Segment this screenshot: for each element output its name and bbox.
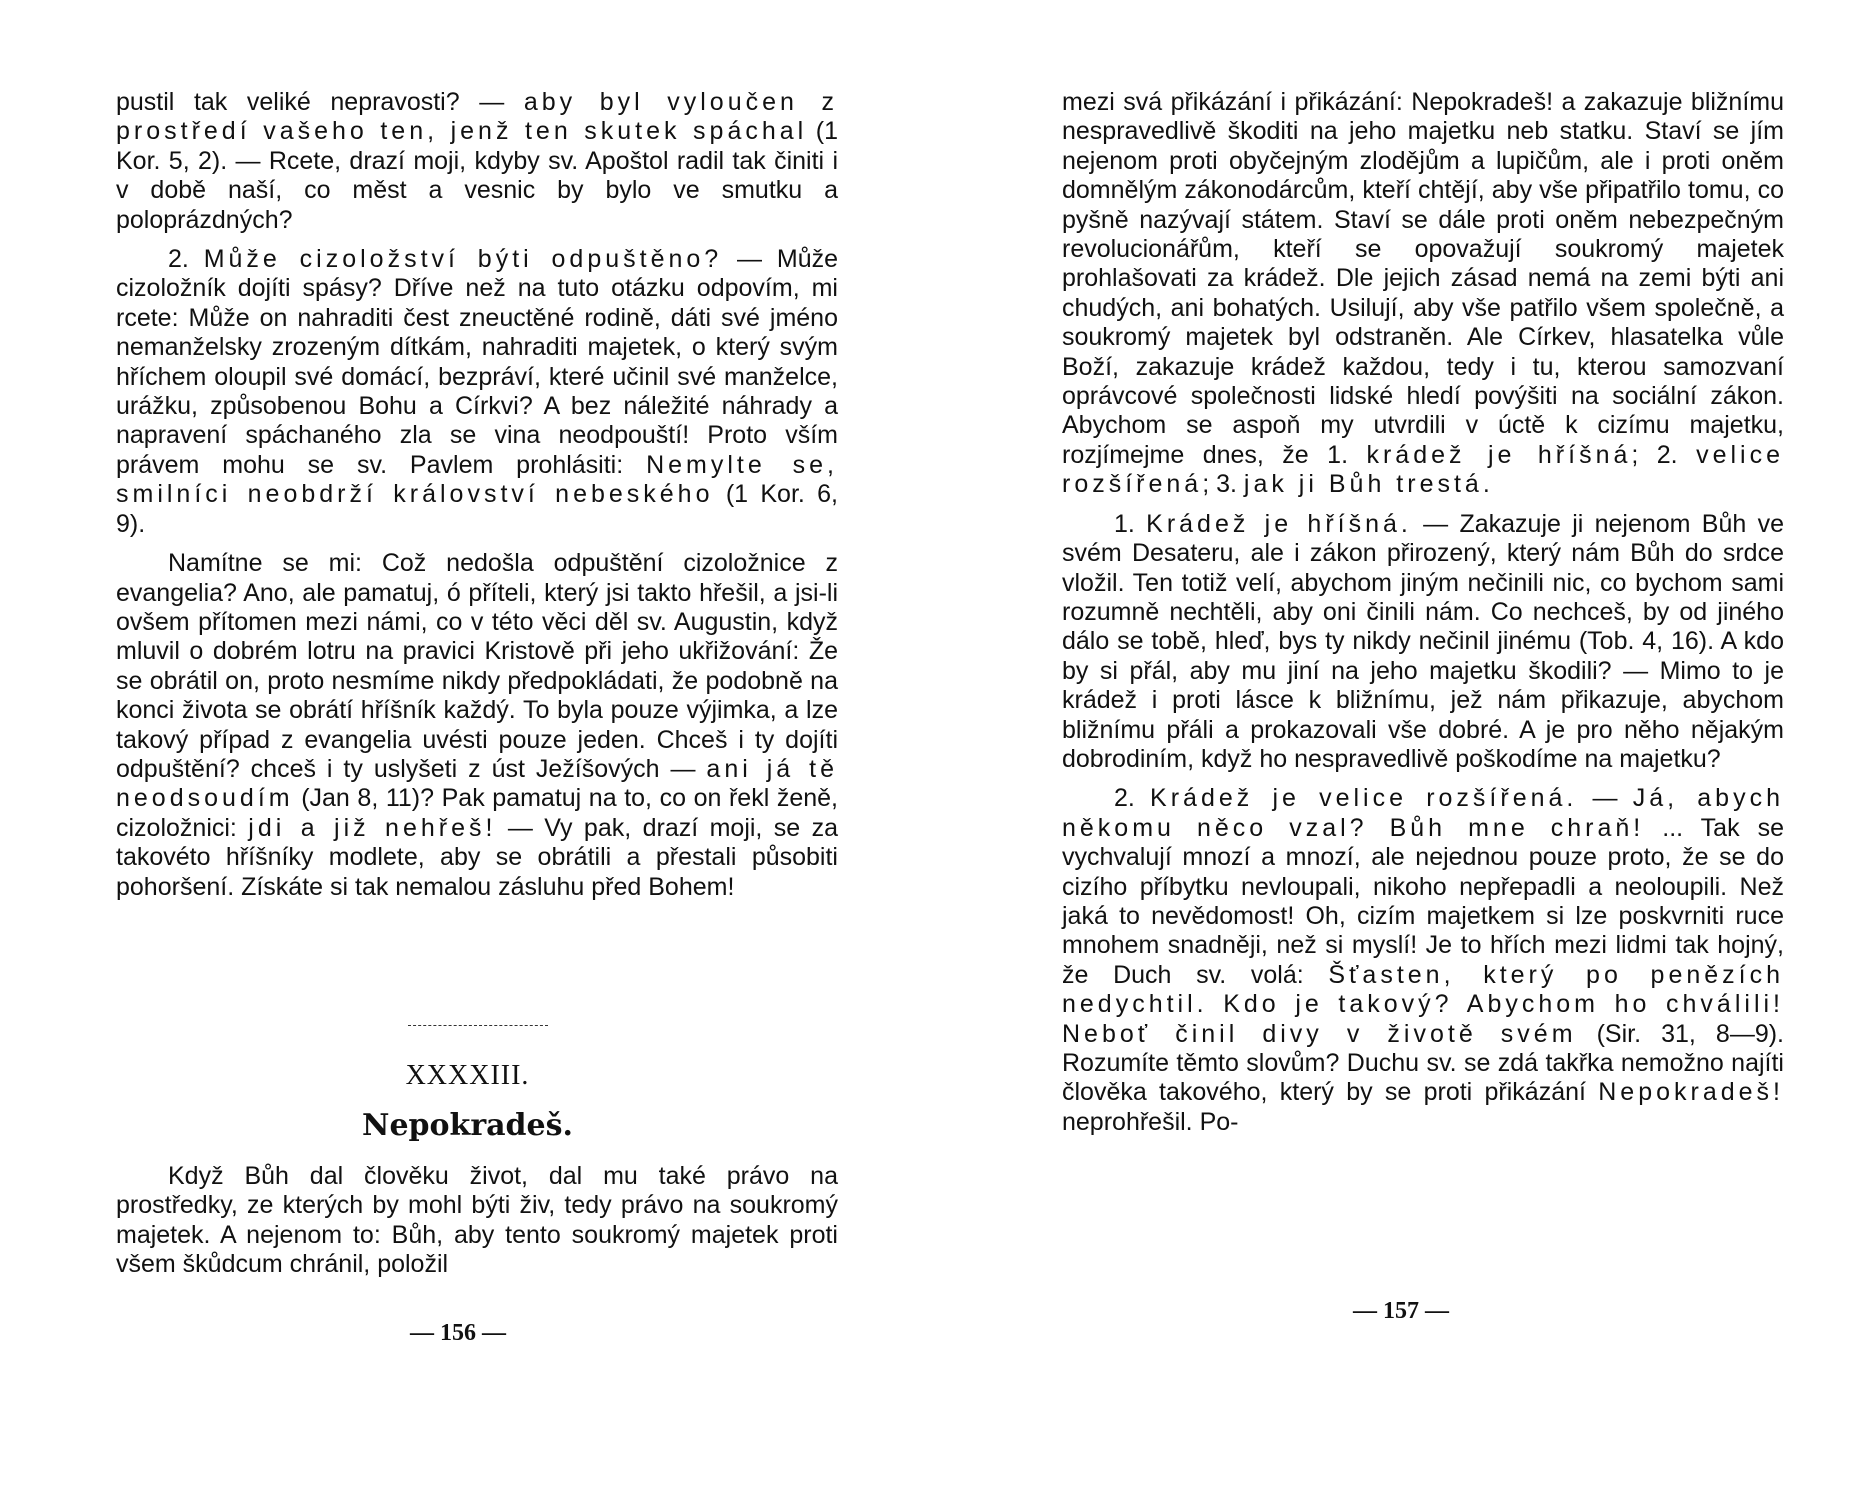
- emphasized-text: Krádež je hříšná.: [1146, 509, 1412, 538]
- chapter-body: [116, 1162, 838, 1280]
- paragraph-text: .: [1482, 470, 1490, 499]
- paragraph-text: neprohřešil. Po-: [1062, 1107, 1239, 1136]
- paragraph-text: ... Tak se vychvalují mnozí a mnozí, ale nejednou pouze proto, že se do cizího příbytku nevloupali, nikoho nepřepadli a neoloupili. Než jaká to nevědomost! Oh, cizím majetkem si lze poskvrniti ruce mnohem snadněji, než si myslí! Je to hřích mezi lidmi tak hojný, že Duch sv. volá:: [1062, 813, 1784, 989]
- page-number-right: — 157 —: [1353, 1298, 1449, 1324]
- paragraph-text: pustil tak veliké nepravosti? —: [116, 88, 524, 116]
- paragraph-text: (Jan 8, 11)? Pak pamatuj na to, co on řekl ženě, cizoložnici:: [116, 784, 838, 842]
- left-page-body: [116, 88, 838, 902]
- emphasized-text: jdi a již nehřeš!: [248, 813, 497, 842]
- paragraph-text: (Sir. 31, 8—9). Rozumíte těmto slovům? Duchu sv. se zdá takřka nemožno najíti člověka takového, který by se proti přikázání: [1062, 1019, 1784, 1107]
- right-page-body: [1062, 88, 1784, 1137]
- paragraph-text: mezi svá přikázání i přikázání: Nepokradeš! a zakazuje bližnímu nespravedlivě škoditi na jeho majetku neb statku. Staví se jím nejenom proti obyčejným zlodějům a lupičům, ale i proti oněm domnělým zákonodárcům, kteří chtějí, aby vše připatřilo tomu, co pyšně nazývají státem. Staví se dále proti oněm nebezpečným revolucionářům, kteří se opovažují soukromý majetek prohlašovati za krádež. Dle jejich zásad nemá na zemi býti ani chudých, ani bohatých. Usilují, aby vše patřilo všem společně, a soukromý majetek byl odstraněn. Ale Církev, hlasatelka vůle Boží, zakazuje krádež každou, tedy i tu, kterou samozvaní oprávcové společnosti lidské hledí povýšiti na sociální zákon. Abychom se aspoň my utvrdili v úctě k cizímu majetku, rozjímejme dnes, že 1.: [1062, 88, 1784, 469]
- emphasized-text: Nepokradeš!: [1598, 1078, 1784, 1107]
- right-page: [935, 0, 1870, 1500]
- emphasized-text: Krádež je velice rozšířená.: [1150, 784, 1578, 813]
- paragraph: [1062, 510, 1784, 775]
- paragraph-text: 2.: [1114, 784, 1151, 813]
- emphasized-text: velice rozšířená: [1062, 440, 1785, 499]
- paragraph-text: — Zakazuje ji nejenom Bůh ve svém Desateru, ale i zákon přirozený, který nám Bůh do srdce vložil. Ten totiž velí, abychom jiným nečinili nic, co bychom sami rozumně nechtěli, aby oni činili nám. Co nechceš, by od jiného dálo se tobě, hleď, bys ty nikdy nečinil jinému (Tob. 4, 16). A kdo by si přál, aby mu jiní na jeho majetku škodili? — Mimo to je krádež i proti lásce k bližnímu, jež nám přikazuje, abychom bližnímu přáli a prokazovali vše dobré. A je pro něho nějakým dobrodiním, když ho nespravedlivě poškodíme na majetku?: [1062, 509, 1784, 773]
- paragraph: [116, 88, 838, 235]
- emphasized-text: Šťasten, který po penězích nedychtil. Kdo je takový? Abychom ho chválili! Neboť činil divy v životě svém: [1062, 960, 1785, 1048]
- paragraph-text: ; 3.: [1202, 470, 1244, 499]
- paragraph-text: —: [1577, 784, 1633, 813]
- paragraph-text: (1 Kor. 6, 9).: [116, 480, 839, 538]
- paragraph: [1062, 88, 1784, 500]
- paragraph-text: (1 Kor. 5, 2). — Rcete, drazí moji, kdyby sv. Apoštol radil tak činiti i v době naší, co měst a vesnic by bylo ve smutku a poloprázdných?: [116, 117, 838, 234]
- paragraph-text: 2.: [168, 245, 204, 274]
- page-number-left: — 156 —: [410, 1320, 506, 1346]
- paragraph-text: Když Bůh dal člověku život, dal mu také právo na prostředky, ze kterých by mohl býti živ, tedy právo na soukromý majetek. A nejenom to: Bůh, aby tento soukromý majetek proti všem škůdcum chránil, položil: [116, 1162, 838, 1279]
- chapter-number: XXXXIII.: [405, 1060, 530, 1091]
- chapter-title: Nepokradeš.: [362, 1108, 573, 1143]
- paragraph-text: ; 2.: [1631, 440, 1697, 469]
- emphasized-text: aby byl vyloučen z prostředí vašeho ten, jenž ten skutek spáchal: [116, 88, 839, 146]
- emphasized-text: Může cizoložství býti odpuštěno?: [203, 245, 723, 274]
- paragraph: [116, 245, 838, 539]
- paragraph-text: 1.: [1114, 509, 1147, 538]
- paragraph: [116, 549, 838, 902]
- paragraph-text: — Vy pak, drazí moji, se za takovéto hříšníky modlete, aby se obrátili a přestali působiti pohoršení. Získáte si tak nemalou zásluhu před Bohem!: [116, 813, 839, 901]
- emphasized-text: Nemylte se, smilníci neobdrží království nebeského: [116, 450, 838, 509]
- paragraph-text: Namítne se mi: Což nedošla odpuštění cizoložnice z evangelia? Ano, ale pamatuj, ó příteli, který jsi takto hřešil, a jsi-li ovšem přítomen mezi námi, co v této věci děl sv. Augustin, když mluvil o dobrém lotru na pravici Kristově při jeho ukřižování: Že se obrátil on, proto nesmíme nikdy předpokládati, že podobně na konci života se obrátí hříšník každý. To byla pouze výjimka, a lze takový případ z evangelia uvésti pouze jeden. Chceš i ty dojíti odpuštění? chceš i ty uslyšeti z úst Ježíšových —: [116, 549, 838, 783]
- paragraph: [116, 1162, 838, 1280]
- paragraph-text: — Může cizoložník dojíti spásy? Dříve než na tuto otázku odpovím, mi rcete: Může on nahraditi čest zneuctěné rodině, dáti své jméno nemanželsky zrozeným dítkám, nahraditi majetek, o který svým hříchem oloupil své domácí, bezpráví, které učinil své manželce, urážku, způsobenou Bohu a Církvi? A bez náležité náhrady a napravení spáchaného zla se vina neodpouští! Proto vším právem mohu se sv. Pavlem prohlásiti:: [116, 245, 838, 479]
- emphasized-text: krádež je hříšná: [1366, 440, 1632, 469]
- section-divider: [408, 1025, 548, 1026]
- paragraph: [1062, 784, 1784, 1137]
- emphasized-text: jak ji Bůh trestá: [1243, 470, 1483, 499]
- emphasized-text: ani já tě neodsoudím: [116, 754, 838, 813]
- emphasized-text: Já, abych někomu něco vzal? Bůh mne chraň!: [1062, 784, 1784, 842]
